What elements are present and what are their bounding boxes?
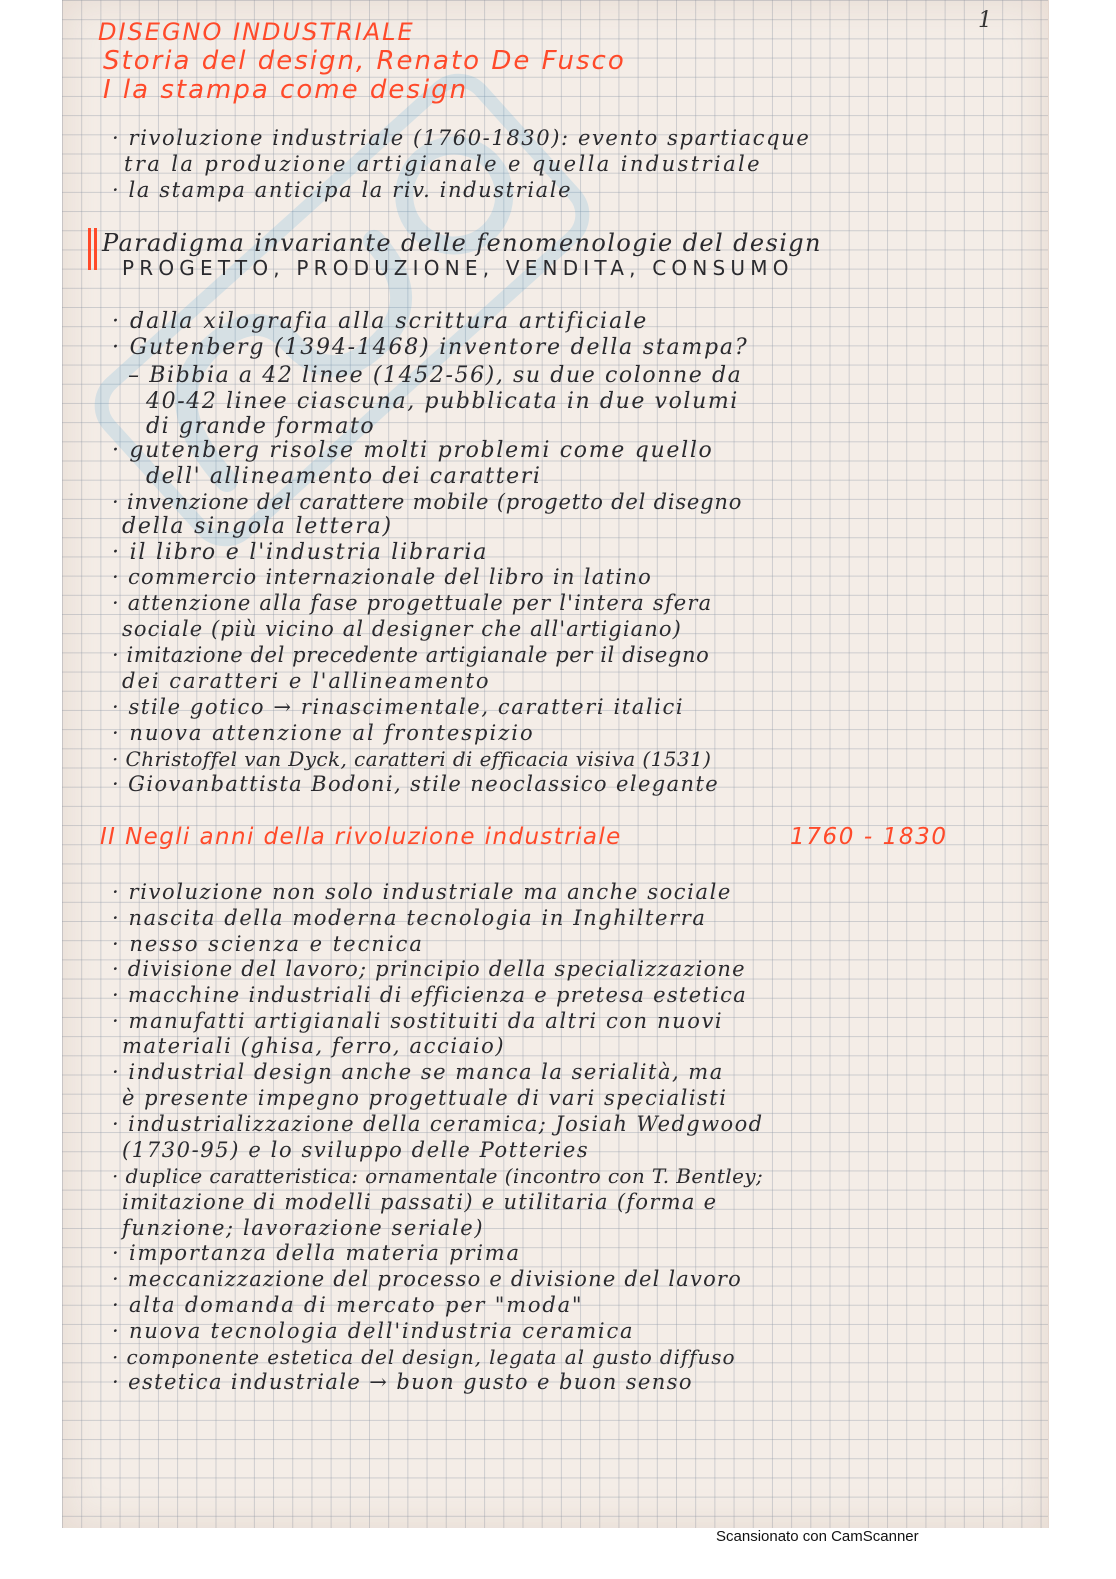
note-line: · meccanizzazione del processo e divisione del lavoro [112, 1267, 743, 1291]
note-line: · rivoluzione non solo industriale ma anche sociale [112, 880, 732, 904]
note-line: · macchine industriali di efficienza e pretesa estetica [112, 983, 748, 1007]
note-line: · nascita della moderna tecnologia in Inghilterra [112, 906, 707, 930]
note-line: è presente impegno progettuale di vari specialisti [122, 1086, 728, 1110]
document-subtitle: Storia del design, Renato De Fusco [103, 46, 626, 76]
scanner-footer: Scansionato con CamScanner [716, 1528, 919, 1545]
note-line: · stile gotico → rinascimentale, caratteri italici [112, 695, 685, 719]
note-line: (1730-95) e lo sviluppo delle Potteries [122, 1138, 590, 1162]
note-line: tra la produzione artigianale e quella industriale [124, 152, 762, 176]
note-line: · industrial design anche se manca la serialità, ma [112, 1060, 724, 1084]
note-line: sociale (più vicino al designer che all'artigiano) [122, 617, 682, 641]
note-line: · la stampa anticipa la riv. industriale [112, 178, 573, 202]
note-line: · nuova attenzione al frontespizio [112, 721, 535, 745]
note-line: di grande formato [146, 414, 376, 439]
note-line: imitazione di modelli passati) e utilitaria (forma e [122, 1190, 718, 1214]
note-line: · manufatti artigianali sostituiti da altri con nuovi [112, 1009, 724, 1033]
page-number: 1 [978, 8, 992, 33]
note-line: · Gutenberg (1394-1468) inventore della stampa? [112, 335, 749, 360]
paradigm-title: Paradigma invariante delle fenomenologie del design [102, 229, 822, 257]
note-line: materiali (ghisa, ferro, acciaio) [122, 1034, 506, 1058]
note-line: dei caratteri e l'allineamento [122, 669, 491, 693]
note-line: della singola lettera) [122, 514, 393, 539]
note-line: · nesso scienza e tecnica [112, 932, 424, 956]
section-title-rivoluzione: II Negli anni della rivoluzione industriale [100, 824, 622, 850]
paradigm-terms: PROGETTO, PRODUZIONE, VENDITA, CONSUMO [122, 256, 794, 280]
note-line: · gutenberg risolse molti problemi come quello [112, 438, 714, 463]
note-line: · Christoffel van Dyck, caratteri di efficacia visiva (1531) [112, 747, 712, 771]
note-line: · alta domanda di mercato per "moda" [112, 1293, 584, 1317]
note-line: dell' allineamento dei caratteri [146, 464, 542, 489]
note-line: – Bibbia a 42 linee (1452-56), su due colonne da [128, 363, 743, 388]
note-line: · imitazione del precedente artigianale per il disegno [112, 643, 710, 667]
note-line: · industrializzazione della ceramica; Josiah Wedgwood [112, 1112, 764, 1136]
note-line: 40-42 linee ciascuna, pubblicata in due volumi [146, 389, 739, 414]
margin-marker [94, 228, 97, 270]
note-line: · il libro e l'industria libraria [112, 540, 489, 565]
note-line: · importanza della materia prima [112, 1241, 521, 1265]
note-line: · nuova tecnologia dell'industria ceramica [112, 1319, 635, 1343]
section-dates: 1760 - 1830 [790, 824, 948, 850]
note-line: · estetica industriale → buon gusto e buon senso [112, 1370, 693, 1394]
note-line: · invenzione del carattere mobile (progetto del disegno [112, 490, 743, 514]
note-line: · duplice caratteristica: ornamentale (incontro con T. Bentley; [112, 1164, 764, 1188]
note-line: · Giovanbattista Bodoni, stile neoclassico elegante [112, 772, 720, 796]
note-line: · rivoluzione industriale (1760-1830): evento spartiacque [112, 126, 811, 150]
note-line: · attenzione alla fase progettuale per l'intera sfera [112, 591, 713, 615]
note-line: · divisione del lavoro; principio della specializzazione [112, 957, 746, 981]
note-line: · commercio internazionale del libro in latino [112, 565, 653, 589]
document-title: DISEGNO INDUSTRIALE [98, 18, 415, 46]
margin-marker [88, 228, 91, 270]
note-line: · dalla xilografia alla scrittura artificiale [112, 309, 649, 334]
section-title-stampa: I la stampa come design [103, 75, 469, 105]
note-line: funzione; lavorazione seriale) [122, 1216, 485, 1240]
note-line: · componente estetica del design, legata al gusto diffuso [112, 1345, 736, 1369]
